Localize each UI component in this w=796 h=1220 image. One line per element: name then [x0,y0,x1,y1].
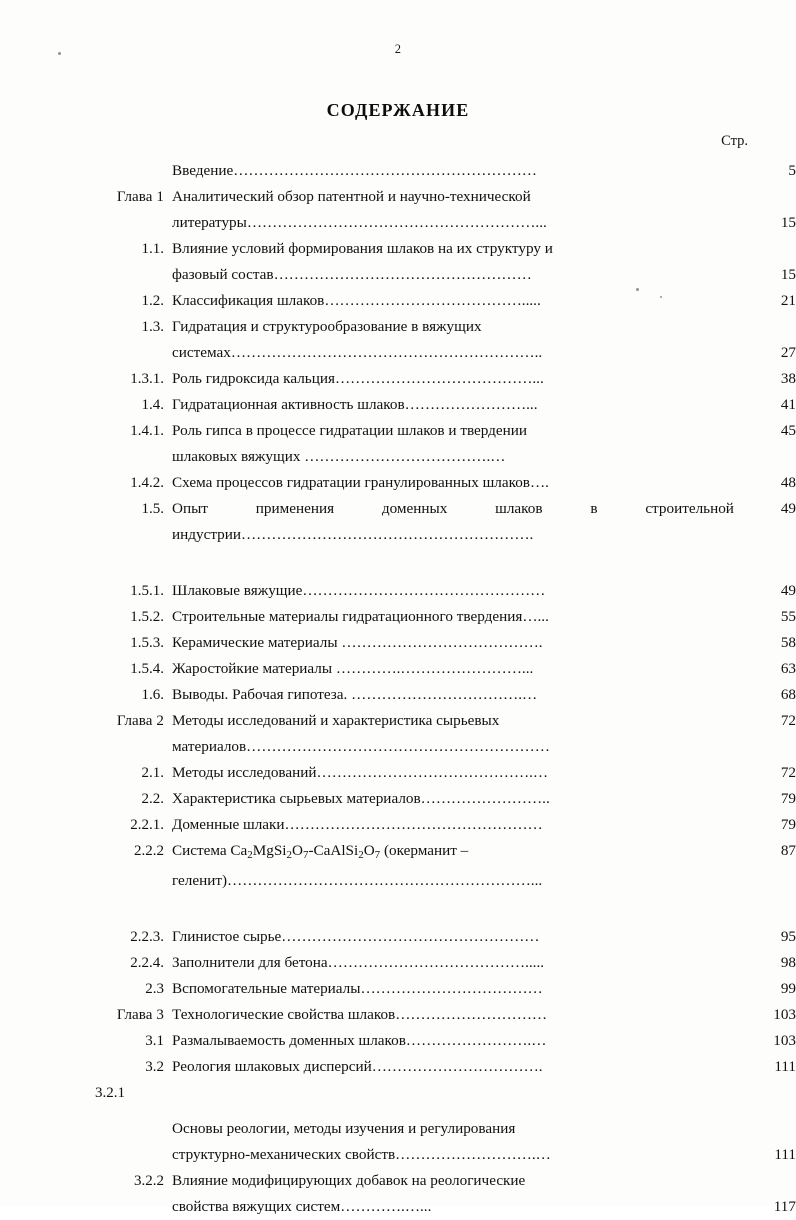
toc-entry-number: 1.5.4. [130,661,164,677]
formula-text: MgSi [252,842,287,859]
toc-entry[interactable] [0,604,796,630]
toc-entry[interactable] [0,682,796,708]
formula-text: O [292,842,303,859]
toc-entry-page-number: 49 [780,582,796,599]
toc-entry-title [168,392,740,418]
toc-title-word: доменных [381,500,448,517]
toc-title-line: Основы реологии, методы изучения и регулирования [172,1120,516,1138]
toc-title-word: строительной [645,500,734,517]
toc-gap [0,1106,796,1116]
scan-speckle [636,288,639,291]
toc-entry-page-number: 79 [780,790,796,807]
scan-speckle [58,52,61,55]
toc-entry-title [168,760,740,786]
toc-title-line: Керамические материалы …………………………………. [172,634,543,651]
toc-title-line: Глинистое сырье…………………………………………… [172,928,540,946]
toc-title-word: Опыт [172,500,208,517]
toc-entry[interactable] [0,288,796,314]
toc-title-line: Методы исследований и характеристика сырьевых [172,712,500,729]
toc-entry-page-number: 49 [780,500,796,517]
toc-entry-number: 1.5.1. [130,583,164,599]
toc-entry-page-number: 5 [788,162,796,179]
toc-entry[interactable] [0,1028,796,1054]
toc-entry-number: 3.2 [145,1059,164,1076]
toc-entry[interactable] [0,392,796,418]
toc-entry-page-number: 87 [780,842,796,859]
toc-entry-title [168,288,740,314]
toc-title-line: Гидратация и структурообразование в вяжущих [172,318,482,335]
table-of-contents [0,158,796,1220]
toc-entry[interactable] [0,812,796,838]
toc-title-line: Реология шлаковых дисперсий……………………………. [172,1058,543,1076]
toc-entry-number: 1.2. [141,293,164,309]
formula-subscript: 7 [374,849,381,862]
toc-entry-number: 1.5.3. [130,635,164,651]
toc-entry-page-number: 68 [780,686,796,703]
toc-entry-number: 3.2.2 [134,1173,164,1190]
toc-entry[interactable] [0,976,796,1002]
toc-entry[interactable] [0,1054,796,1080]
toc-entry-page-number: 117 [773,1198,796,1216]
toc-entry-title [168,1054,740,1080]
toc-title-line: индустрии…………………………………………………. [172,526,534,543]
toc-title-line: литературы…………………………………………………... [172,214,547,231]
toc-entry-title [168,950,740,976]
toc-entry[interactable] [0,470,796,496]
toc-entry-title [168,604,740,630]
toc-entry[interactable] [0,1002,796,1028]
page-folio-number: 2 [394,42,402,56]
toc-title-word: применения [255,500,335,517]
toc-entry-number: 1.3. [141,319,164,335]
toc-title-line: Размалываемость доменных шлаков…………………….… [172,1032,547,1050]
toc-entry-number: 3.1 [145,1033,164,1050]
toc-entry[interactable] [0,236,796,288]
toc-entry[interactable] [0,838,796,894]
toc-entry-title [168,236,740,288]
toc-title-line: Жаростойкие материалы ………….……………………... [172,660,534,677]
formula-text: O [363,842,375,859]
toc-title-line: структурно-механических свойств……………………….… [172,1146,551,1164]
toc-title-word: шлаков [495,500,543,517]
toc-title-line: фазовый состав…………………………………………… [172,266,532,283]
formula-subscript: 2 [358,849,364,862]
toc-entry-title [168,418,740,470]
toc-entry-page-number: 63 [780,660,796,677]
toc-title-line-formula: Система $Ca_2MgSi_2O_7-CaAlSi_2O_7$ (окерманит – [172,842,469,862]
toc-title-line: Характеристика сырьевых материалов…………………….. [172,790,550,807]
toc-entry[interactable] [0,418,796,470]
toc-entry-number: 2.2.4. [130,955,164,972]
toc-entry-title [168,158,740,184]
toc-entry-number: 1.4. [141,397,164,413]
toc-entry[interactable] [0,1116,796,1168]
toc-title-line: Доменные шлаки…………………………………………… [172,816,543,833]
toc-entry-title [168,1168,740,1220]
toc-title-word: в [590,500,598,517]
toc-entry-number: Глава 3 [116,1007,164,1024]
toc-entry-title [168,1028,740,1054]
toc-entry-number: 1.5. [141,501,164,517]
toc-entry-number: 1.3.1. [130,371,164,387]
formula-subscript: 2 [247,849,253,862]
toc-entry-page-number: 72 [780,712,796,729]
formula-text: -CaAlSi [308,842,359,859]
toc-entry-number: 1.6. [141,687,164,703]
toc-entry[interactable] [0,924,796,950]
toc-entry-page-number: 98 [780,954,796,972]
toc-entry-number: 1.4.1. [130,423,164,439]
toc-title-line: Строительные материалы гидратационного твердения…... [172,608,549,625]
toc-entry-number: 1.1. [141,241,164,257]
toc-entry-page-number: 38 [780,370,796,387]
toc-entry[interactable] [0,630,796,656]
toc-entry-page-number: 21 [780,292,796,309]
toc-entry-number: 2.3 [145,981,164,998]
toc-entry-number: 2.2.2 [134,843,164,859]
toc-entry-page-number: 45 [780,422,796,439]
toc-entry-title [168,812,740,838]
toc-entry-page-number: 15 [780,266,796,283]
formula-subscript: 7 [302,849,309,862]
toc-title-line: Влияние условий формирования шлаков на их структуру и [172,240,553,257]
toc-entry-title [168,708,740,760]
toc-entry-title [168,656,740,682]
formula-text: (окерманит – [380,842,469,859]
toc-entry-number: 2.2. [141,791,164,807]
toc-entry[interactable] [0,760,796,786]
toc-title-line: системах…………………………………………………….. [172,344,543,361]
toc-title-line: Классификация шлаков…………………………………..... [172,292,541,309]
toc-entry-page-number: 99 [780,980,796,998]
toc-entry[interactable] [0,950,796,976]
toc-entry[interactable] [0,496,796,548]
toc-gap [0,894,796,924]
toc-entry-number: Глава 1 [116,189,164,205]
toc-entry[interactable] [0,708,796,760]
toc-entry-title [168,630,740,656]
toc-entry-page-number: 55 [780,608,796,625]
toc-title-line: свойства вяжущих систем………….…... [172,1198,432,1216]
toc-entry[interactable] [0,1168,796,1220]
toc-entry-number: 1.4.2. [130,475,164,491]
toc-entry-page-number: 41 [780,396,796,413]
toc-entry-title [168,184,740,236]
toc-entry-title [168,1080,740,1106]
toc-title-line [172,1080,734,1106]
formula-subscript: 2 [286,849,292,862]
toc-entry-title [168,976,740,1002]
toc-entry-title [168,496,740,548]
toc-entry-title [168,786,740,812]
toc-title-line: Влияние модифицирующих добавок на реологические [172,1172,526,1190]
toc-entry-page-number: 27 [780,344,796,361]
toc-entry-number: 2.1. [141,765,164,781]
toc-title-line: Вспомогательные материалы……………………………… [172,980,543,998]
toc-entry-page-number: 95 [780,928,796,946]
toc-title-line: Шлаковые вяжущие………………………………………… [172,582,546,599]
toc-entry-number: 1.5.2. [130,609,164,625]
toc-entry-page-number: 103 [773,1006,796,1024]
toc-title-line: Гидратационная активность шлаков……………………... [172,396,538,413]
toc-entry-page-number: 48 [780,474,796,491]
toc-entry-title [168,314,740,366]
toc-title-line: материалов…………………………………………………… [172,738,550,755]
scan-speckle [660,296,662,298]
toc-entry-number: Глава 2 [116,713,164,729]
toc-title-line: Технологические свойства шлаков………………………… [172,1006,548,1024]
toc-entry-page-number: 111 [774,1058,796,1076]
toc-title-line: Аналитический обзор патентной и научно-технической [172,188,531,205]
toc-entry[interactable] [0,1080,796,1106]
toc-entry-title [168,838,740,894]
toc-entry[interactable] [0,184,796,236]
toc-entry[interactable] [0,366,796,392]
toc-entry-title [168,470,740,496]
toc-title-line: Заполнители для бетона…………………………………..... [172,954,545,972]
toc-entry[interactable] [0,158,796,184]
toc-entry-page-number: 72 [780,764,796,781]
toc-title-line: Методы исследований…………………………………….… [172,764,549,781]
toc-entry-number: 2.2.3. [130,929,164,946]
page-column-header: Стр. [721,133,748,149]
toc-entry-title [168,578,740,604]
toc-entry[interactable] [0,786,796,812]
toc-entry-page-number: 58 [780,634,796,651]
toc-entry-page-number: 15 [780,214,796,231]
toc-entry[interactable] [0,656,796,682]
toc-title-line [172,496,734,522]
toc-title-line: Роль гипса в процессе гидратации шлаков и твердении [172,422,528,439]
toc-title-line: шлаковых вяжущих ……………………………….… [172,448,506,465]
toc-entry-number: 3.2.1 [95,1085,125,1102]
toc-entry-page-number: 103 [773,1032,796,1050]
toc-entry-page-number: 79 [780,816,796,833]
toc-entry-page-number: 111 [774,1146,796,1164]
toc-title-line: Схема процессов гидратации гранулированных шлаков…. [172,474,549,491]
page-title: СОДЕРЖАНИЕ [326,100,470,120]
toc-title-line: Выводы. Рабочая гипотеза. …………………………….… [172,686,538,703]
toc-title-line: Введение…………………………………………………… [172,162,537,179]
toc-entry[interactable] [0,578,796,604]
toc-entry-title [168,1002,740,1028]
toc-entry-title [168,682,740,708]
toc-gap [0,548,796,578]
toc-entry-title [168,1116,740,1168]
toc-entry-title [168,366,740,392]
toc-title-line: геленит)……………………………………………………... [172,872,543,890]
toc-entry-title [168,924,740,950]
toc-entry[interactable] [0,314,796,366]
toc-entry-number: 2.2.1. [130,817,164,833]
toc-title-line: Роль гидроксида кальция…………………………………... [172,370,544,387]
